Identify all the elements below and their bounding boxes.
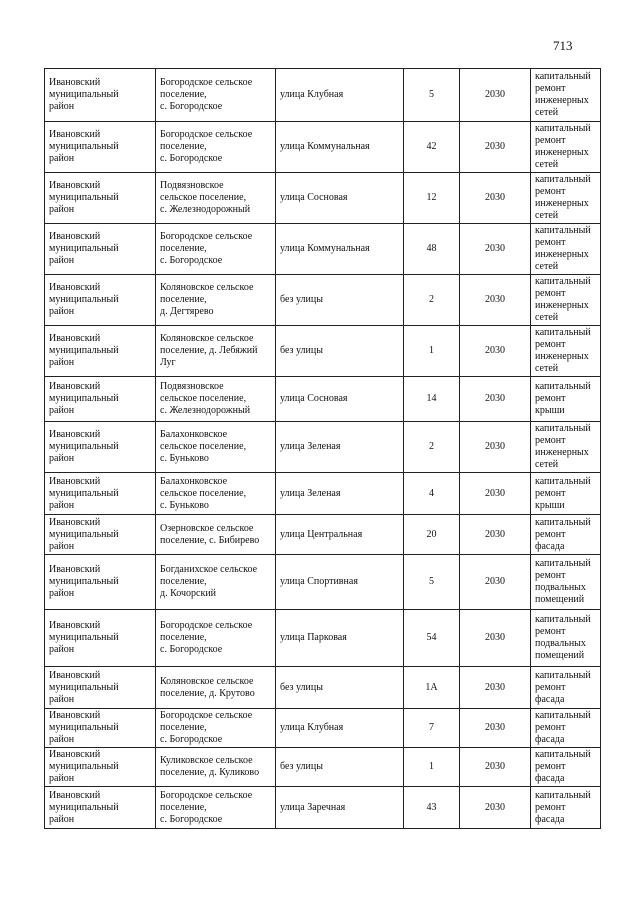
house-number-cell: 12 <box>404 173 460 224</box>
street-cell: улица Заречная <box>276 787 404 829</box>
district-cell: Ивановский муниципальный район <box>45 473 156 515</box>
year-cell: 2030 <box>460 473 531 515</box>
street-cell: без улицы <box>276 275 404 326</box>
street-cell: улица Зеленая <box>276 473 404 515</box>
table-row <box>45 224 601 275</box>
table-row <box>45 473 601 515</box>
work-type-cell: капитальный ремонт инженерных сетей <box>531 326 601 377</box>
settlement-cell: Куликовское сельское поселение, д. Куликово <box>156 748 276 787</box>
street-cell: улица Сосновая <box>276 173 404 224</box>
table-row <box>45 748 601 787</box>
year-cell: 2030 <box>460 555 531 610</box>
year-cell: 2030 <box>460 515 531 555</box>
street-cell: улица Клубная <box>276 709 404 748</box>
year-cell: 2030 <box>460 69 531 122</box>
house-number-cell: 7 <box>404 709 460 748</box>
district-cell: Ивановский муниципальный район <box>45 515 156 555</box>
work-type-cell: капитальный ремонт фасада <box>531 787 601 829</box>
house-number-cell: 43 <box>404 787 460 829</box>
settlement-cell: Подвязновское сельское поселение, с. Железнодорожный <box>156 173 276 224</box>
table-row <box>45 275 601 326</box>
year-cell: 2030 <box>460 667 531 709</box>
work-type-cell: капитальный ремонт инженерных сетей <box>531 122 601 173</box>
street-cell: улица Коммунальная <box>276 224 404 275</box>
house-number-cell: 5 <box>404 69 460 122</box>
work-type-cell: капитальный ремонт инженерных сетей <box>531 275 601 326</box>
table-body <box>45 69 601 829</box>
work-type-cell: капитальный ремонт фасада <box>531 667 601 709</box>
house-number-cell: 1А <box>404 667 460 709</box>
settlement-cell: Подвязновское сельское поселение, с. Железнодорожный <box>156 377 276 422</box>
settlement-cell: Озерновское сельское поселение, с. Бибирево <box>156 515 276 555</box>
house-number-cell: 4 <box>404 473 460 515</box>
year-cell: 2030 <box>460 610 531 667</box>
year-cell: 2030 <box>460 326 531 377</box>
district-cell: Ивановский муниципальный район <box>45 122 156 173</box>
street-cell: улица Спортивная <box>276 555 404 610</box>
street-cell: без улицы <box>276 748 404 787</box>
district-cell: Ивановский муниципальный район <box>45 422 156 473</box>
house-number-cell: 1 <box>404 748 460 787</box>
house-number-cell: 14 <box>404 377 460 422</box>
year-cell: 2030 <box>460 709 531 748</box>
settlement-cell: Богородское сельское поселение, с. Богородское <box>156 224 276 275</box>
settlement-cell: Коляновское сельское поселение, д. Крутово <box>156 667 276 709</box>
table-row <box>45 173 601 224</box>
house-number-cell: 2 <box>404 275 460 326</box>
house-number-cell: 48 <box>404 224 460 275</box>
district-cell: Ивановский муниципальный район <box>45 748 156 787</box>
house-number-cell: 54 <box>404 610 460 667</box>
table-row <box>45 422 601 473</box>
table-row <box>45 555 601 610</box>
year-cell: 2030 <box>460 748 531 787</box>
table-row <box>45 709 601 748</box>
district-cell: Ивановский муниципальный район <box>45 69 156 122</box>
page-number: 713 <box>553 38 573 53</box>
work-type-cell: капитальный ремонт крыши <box>531 473 601 515</box>
work-type-cell: капитальный ремонт фасада <box>531 709 601 748</box>
housing-repair-table <box>44 68 601 829</box>
street-cell: улица Коммунальная <box>276 122 404 173</box>
year-cell: 2030 <box>460 173 531 224</box>
house-number-cell: 1 <box>404 326 460 377</box>
year-cell: 2030 <box>460 275 531 326</box>
work-type-cell: капитальный ремонт фасада <box>531 515 601 555</box>
house-number-cell: 5 <box>404 555 460 610</box>
work-type-cell: капитальный ремонт инженерных сетей <box>531 69 601 122</box>
house-number-cell: 20 <box>404 515 460 555</box>
work-type-cell: капитальный ремонт инженерных сетей <box>531 173 601 224</box>
street-cell: без улицы <box>276 667 404 709</box>
settlement-cell: Богородское сельское поселение, с. Богородское <box>156 610 276 667</box>
street-cell: улица Зеленая <box>276 422 404 473</box>
district-cell: Ивановский муниципальный район <box>45 709 156 748</box>
settlement-cell: Богородское сельское поселение, с. Богородское <box>156 787 276 829</box>
year-cell: 2030 <box>460 122 531 173</box>
settlement-cell: Балахонковское сельское поселение, с. Буньково <box>156 473 276 515</box>
settlement-cell: Коляновское сельское поселение, д. Дегтярево <box>156 275 276 326</box>
district-cell: Ивановский муниципальный район <box>45 610 156 667</box>
district-cell: Ивановский муниципальный район <box>45 555 156 610</box>
settlement-cell: Балахонковское сельское поселение, с. Буньково <box>156 422 276 473</box>
table-row <box>45 787 601 829</box>
settlement-cell: Богданихское сельское поселение, д. Кочорский <box>156 555 276 610</box>
table-row <box>45 69 601 122</box>
house-number-cell: 42 <box>404 122 460 173</box>
year-cell: 2030 <box>460 422 531 473</box>
district-cell: Ивановский муниципальный район <box>45 224 156 275</box>
table-row <box>45 667 601 709</box>
street-cell: улица Центральная <box>276 515 404 555</box>
table-row <box>45 515 601 555</box>
table-row <box>45 610 601 667</box>
work-type-cell: капитальный ремонт крыши <box>531 377 601 422</box>
table-row <box>45 326 601 377</box>
table-row <box>45 377 601 422</box>
work-type-cell: капитальный ремонт фасада <box>531 748 601 787</box>
street-cell: улица Сосновая <box>276 377 404 422</box>
house-number-cell: 2 <box>404 422 460 473</box>
district-cell: Ивановский муниципальный район <box>45 377 156 422</box>
street-cell: улица Парковая <box>276 610 404 667</box>
year-cell: 2030 <box>460 224 531 275</box>
table-row <box>45 122 601 173</box>
settlement-cell: Коляновское сельское поселение, д. Лебяжий Луг <box>156 326 276 377</box>
district-cell: Ивановский муниципальный район <box>45 275 156 326</box>
street-cell: улица Клубная <box>276 69 404 122</box>
work-type-cell: капитальный ремонт подвальных помещений <box>531 555 601 610</box>
street-cell: без улицы <box>276 326 404 377</box>
district-cell: Ивановский муниципальный район <box>45 787 156 829</box>
year-cell: 2030 <box>460 377 531 422</box>
settlement-cell: Богородское сельское поселение, с. Богородское <box>156 69 276 122</box>
year-cell: 2030 <box>460 787 531 829</box>
work-type-cell: капитальный ремонт подвальных помещений <box>531 610 601 667</box>
district-cell: Ивановский муниципальный район <box>45 667 156 709</box>
settlement-cell: Богородское сельское поселение, с. Богородское <box>156 122 276 173</box>
district-cell: Ивановский муниципальный район <box>45 173 156 224</box>
district-cell: Ивановский муниципальный район <box>45 326 156 377</box>
settlement-cell: Богородское сельское поселение, с. Богородское <box>156 709 276 748</box>
work-type-cell: капитальный ремонт инженерных сетей <box>531 224 601 275</box>
work-type-cell: капитальный ремонт инженерных сетей <box>531 422 601 473</box>
